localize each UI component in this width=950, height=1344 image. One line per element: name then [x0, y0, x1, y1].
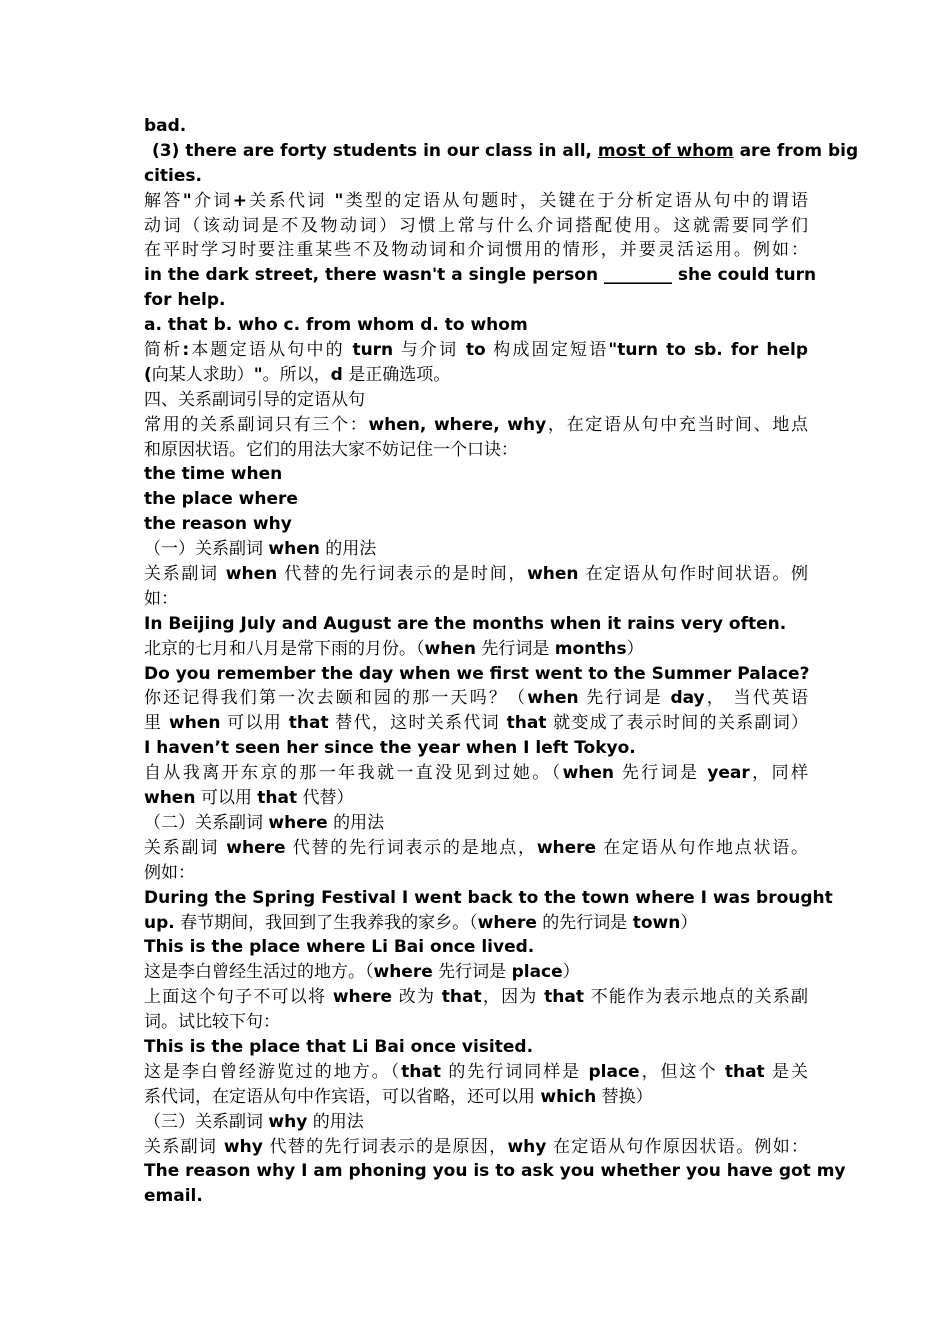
text-segment: 解答: [144, 190, 183, 211]
text-segment: 是正确选项。: [342, 364, 451, 385]
text-segment: ": [253, 364, 263, 385]
document-page: [144, 114, 859, 1209]
text-segment: 介词: [191, 190, 233, 211]
text-segment: when: [424, 638, 476, 659]
text-segment: when: [144, 788, 196, 809]
text-line: [144, 313, 808, 338]
text-segment: ）: [562, 962, 580, 983]
text-segment: when: [268, 539, 320, 560]
text-segment: year: [707, 763, 750, 784]
text-segment: （一）关系副词: [144, 539, 269, 560]
text-segment: 北京的七月和八月是常下雨的月份。（: [144, 638, 425, 659]
text-segment: 在定语从句作原因状语。例如：: [546, 1136, 809, 1157]
text-segment: ": [334, 190, 344, 211]
text-segment: During the Spring Festival I went back to the town where I was brought: [144, 887, 833, 908]
text-line: [144, 612, 808, 637]
text-line: [144, 686, 808, 711]
text-line: [144, 662, 808, 687]
text-line: [144, 189, 808, 214]
text-segment: 这是李白曾经生活过的地方。（: [144, 962, 374, 983]
text-line: [144, 288, 808, 313]
text-segment: 代替的先行词表示的是时间，: [277, 564, 528, 585]
text-segment: 的用法: [327, 812, 385, 833]
text-segment: where: [536, 837, 597, 858]
text-segment: 不能作为表示地点的关系副: [583, 987, 809, 1008]
text-segment: 关系副词: [144, 837, 227, 858]
text-segment: 动词（该动词是不及物动词）习惯上常与什么介词搭配使用。这就需要同学们: [144, 215, 808, 236]
text-segment: 就变成了表示时间的关系副词）: [546, 713, 809, 734]
text-segment: are from big: [733, 140, 859, 161]
text-segment: ， 当代英语: [704, 688, 809, 709]
text-segment: 代替的先行词表示的是原因，: [262, 1136, 508, 1157]
text-line: [144, 537, 808, 562]
text-segment: 先行词是: [578, 688, 671, 709]
text-segment: why: [223, 1136, 263, 1157]
text-segment: 改为: [392, 987, 442, 1008]
text-segment: 可以用: [220, 713, 289, 734]
text-segment: （二）关系副词: [144, 812, 269, 833]
text-segment: 的用法: [319, 539, 377, 560]
text-segment: turn: [352, 340, 394, 361]
text-segment: 常用的关系副词只有三个：: [144, 414, 369, 435]
text-line: [144, 438, 808, 463]
text-segment: when: [169, 713, 221, 734]
text-segment: where: [268, 812, 328, 833]
text-line: [144, 562, 808, 587]
text-segment: that: [401, 1061, 441, 1082]
text-line: [144, 811, 808, 836]
text-segment: that: [288, 713, 329, 734]
text-segment: months: [554, 638, 627, 659]
text-segment: (: [144, 364, 152, 385]
text-segment: 与介词: [393, 340, 466, 361]
text-segment: 如：: [144, 588, 178, 609]
text-segment: 关系副词: [144, 564, 226, 585]
text-segment: the place where: [144, 489, 298, 510]
text-segment: ": [182, 190, 192, 211]
text-line: [144, 786, 808, 811]
text-line: [144, 363, 808, 388]
text-segment: This is the place where Li Bai once lived.: [144, 937, 535, 958]
text-line: [144, 487, 808, 512]
text-line: [144, 960, 808, 985]
text-line: [144, 886, 833, 911]
text-segment: place: [511, 962, 563, 983]
text-segment: 的先行词是: [536, 912, 633, 933]
text-segment: where: [332, 987, 393, 1008]
text-segment: 和原因状语。它们的用法大家不妨记住一个口诀：: [144, 439, 518, 460]
text-segment: 的用法: [307, 1111, 364, 1132]
text-segment: 在平时学习时要注重某些不及物动词和介词惯用的情形，并要灵活运用。例如：: [144, 240, 808, 261]
text-segment: The reason why I am phoning you is to ask you whether you have got my: [144, 1161, 846, 1182]
text-line: [144, 637, 808, 662]
text-line: [144, 587, 808, 612]
underlined-text: most of whom: [597, 140, 734, 161]
text-line: [144, 1060, 808, 1085]
text-line: [144, 861, 808, 886]
text-line: [144, 736, 808, 761]
text-segment: 上面这个句子不可以将: [144, 987, 333, 1008]
text-segment: 先行词是: [475, 638, 555, 659]
text-segment: why: [268, 1111, 308, 1132]
text-segment: 替代，这时关系代词: [328, 713, 507, 734]
text-line: [144, 413, 808, 438]
text-segment: d: [330, 364, 343, 385]
text-line: [144, 1010, 808, 1035]
text-line: [144, 1135, 808, 1160]
text-line: [144, 214, 808, 239]
text-segment: why: [507, 1136, 547, 1157]
text-line: [144, 836, 808, 861]
text-segment: 自从我离开东京的那一年我就一直没见到过她。（: [144, 763, 563, 784]
text-segment: 系代词，在定语从句中作宾语，可以省略，还可以用: [144, 1086, 541, 1107]
text-segment: ）: [680, 912, 698, 933]
text-segment: +: [232, 190, 247, 211]
text-segment: cities.: [144, 165, 202, 186]
text-segment: that: [506, 713, 547, 734]
text-line: [144, 935, 808, 960]
text-segment: 先行词是: [614, 763, 708, 784]
text-segment: when: [527, 564, 579, 585]
text-segment: ，在定语从句中充当时间、地点: [546, 414, 809, 435]
text-segment: bad.: [144, 116, 187, 136]
text-segment: (3) there are forty students in our class in all,: [152, 140, 598, 161]
text-segment: town: [632, 912, 681, 933]
text-segment: in the dark street, there wasn't a single person ________ she could turn: [144, 265, 817, 286]
text-line: [144, 512, 808, 537]
text-segment: 本题定语从句中的: [189, 340, 353, 361]
text-segment: 你还记得我们第一次去颐和园的那一天吗？（: [144, 688, 528, 709]
text-segment: （三）关系副词: [144, 1111, 269, 1132]
text-segment: 向某人求助）: [151, 364, 254, 385]
text-segment: a. that b. who c. from whom d. to whom: [144, 315, 528, 336]
text-segment: 例如：: [144, 862, 195, 883]
text-segment: when: [225, 564, 278, 585]
text-line: [144, 1159, 846, 1184]
text-line: [144, 139, 859, 164]
text-segment: day: [670, 688, 705, 709]
text-segment: 先行词是: [432, 962, 512, 983]
text-line: [144, 114, 808, 139]
text-segment: 。所以，: [262, 364, 331, 385]
text-segment: that: [724, 1061, 765, 1082]
text-segment: that: [544, 987, 584, 1008]
text-segment: 是关: [764, 1061, 809, 1082]
text-segment: for help.: [144, 290, 226, 311]
text-line: [144, 1085, 808, 1110]
text-segment: I haven’t seen her since the year when I left Tokyo.: [144, 738, 636, 759]
text-segment: 的先行词同样是: [440, 1061, 589, 1082]
text-segment: This is the place that Li Bai once visited.: [144, 1036, 534, 1057]
text-line: [144, 462, 808, 487]
text-segment: 关系副词: [144, 1136, 224, 1157]
text-segment: when, where, why: [368, 414, 547, 435]
text-line: [144, 263, 817, 288]
text-segment: 里: [144, 713, 169, 734]
text-line: [144, 1110, 808, 1135]
text-segment: ，但这个: [639, 1061, 725, 1082]
text-segment: :: [182, 340, 190, 361]
text-line: [144, 985, 808, 1010]
text-segment: 构成固定短语: [485, 340, 609, 361]
text-segment: 类型的定语从句题时，关键在于分析定语从句中的谓语: [343, 190, 809, 211]
text-segment: where: [373, 962, 433, 983]
text-segment: 这是李白曾经游览过的地方。（: [144, 1061, 402, 1082]
text-segment: 春节期间，我回到了生我养我的家乡。（: [174, 912, 478, 933]
text-line: [144, 711, 808, 736]
text-segment: In Beijing July and August are the months when it rains very often.: [144, 613, 787, 634]
text-segment: which: [540, 1086, 597, 1107]
text-segment: up.: [144, 912, 175, 933]
text-segment: "turn to sb. for help: [608, 340, 809, 361]
text-segment: where: [226, 837, 286, 858]
text-segment: to: [465, 340, 486, 361]
text-line: [144, 238, 808, 263]
text-segment: 四、关系副词引导的定语从句: [144, 389, 365, 410]
text-segment: 在定语从句作地点状语。: [596, 837, 809, 858]
text-segment: when: [527, 688, 579, 709]
text-segment: Do you remember the day when we first went to the Summer Palace?: [144, 663, 810, 684]
text-line: [144, 761, 808, 786]
text-segment: the time when: [144, 464, 283, 485]
text-segment: 代替）: [297, 788, 354, 809]
text-segment: that: [257, 788, 298, 809]
text-segment: ）: [626, 638, 644, 659]
text-segment: where: [477, 912, 537, 933]
text-segment: 关系代词: [246, 190, 335, 211]
text-segment: that: [441, 987, 482, 1008]
text-line: [144, 1035, 808, 1060]
text-segment: email.: [144, 1186, 203, 1207]
text-segment: ，因为: [481, 987, 545, 1008]
text-line: [144, 1184, 808, 1209]
text-segment: the reason why: [144, 514, 292, 535]
text-segment: 代替的先行词表示的是地点，: [285, 837, 537, 858]
text-segment: 词。试比较下句：: [144, 1012, 280, 1033]
text-segment: place: [588, 1061, 640, 1082]
text-line: [144, 911, 808, 936]
text-segment: when: [562, 763, 615, 784]
text-segment: 在定语从句作时间状语。例: [578, 564, 809, 585]
text-line: [144, 388, 808, 413]
text-segment: ，同样: [749, 763, 809, 784]
text-segment: 替换）: [596, 1086, 653, 1107]
text-line: [144, 338, 808, 363]
text-line: [144, 164, 808, 189]
text-segment: 简析: [144, 340, 183, 361]
text-segment: 可以用: [195, 788, 258, 809]
